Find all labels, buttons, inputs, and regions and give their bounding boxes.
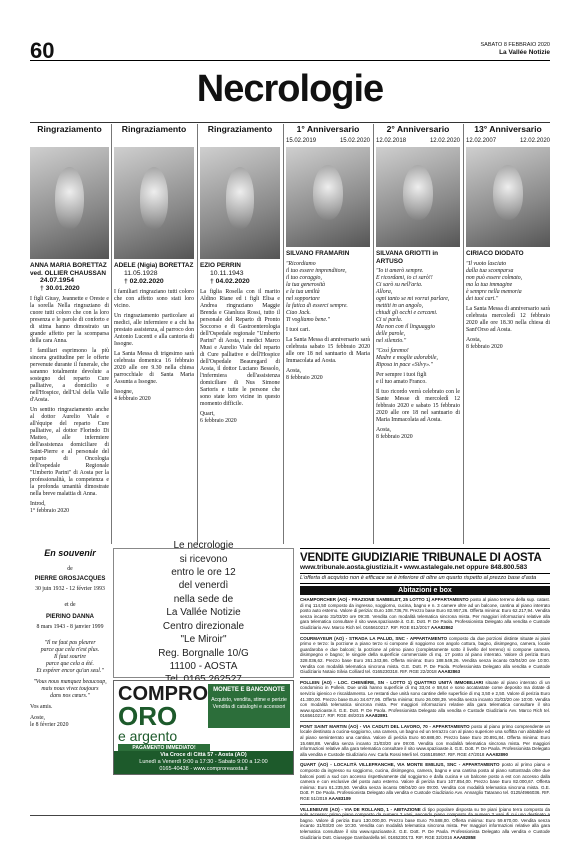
advert-hours: Lunedì a Venerdì 9:00 a 17:30 - Sabato 9:00 a 12:00	[139, 759, 268, 765]
column-heading: Ringraziamento	[207, 124, 273, 134]
notice-line: La Vallée Notizie	[166, 607, 241, 619]
lot-code: AAA82890	[485, 751, 508, 757]
advert-oro: ORO	[118, 701, 178, 731]
lot-code: AAA82862	[430, 624, 454, 630]
anniversary-dates: 12.02.2018 12.02.2020	[376, 138, 460, 144]
deceased-name: SILVANO FRAMARIN	[286, 250, 350, 257]
souvenir-poem-1: "Il ne faut pas pleurer parce que cela n'est plus. Il faut sourire parce que cela a été. Et espérer encor qu'un seul."	[36, 640, 104, 674]
notice-line: Centro direzionale	[162, 620, 245, 632]
publication-name: La Vallée Notizie	[499, 49, 550, 56]
advert-headline	[118, 684, 210, 744]
death-date: † 02.02.2020	[124, 277, 164, 285]
column-divider	[283, 124, 284, 544]
court-sales-disclaimer: L'offerta di acquisto non è efficace se è inferiore di oltre un quarto rispetto al prezzo base d'asta	[300, 573, 550, 584]
birth-date: 10.11.1943	[210, 269, 244, 277]
deceased-name: CIRIACO DIODATO	[466, 250, 524, 257]
notice-line: "Le Miroir"	[180, 634, 227, 646]
lot-place: VILLENEUVE (AO) - VIA DE ROLLAND, 1 - ABITAZIONE	[300, 806, 421, 812]
section-rule	[30, 122, 550, 123]
lot-item	[300, 636, 550, 678]
anniversary-dates: 15.02.2019 15.02.2020	[286, 138, 370, 144]
portrait-photo	[114, 147, 194, 259]
obituary-text: "Ricordiamo il tuo essere imprenditore, il tuo coraggio, la tua generosità e la tua umiltà nel sopportare la fatica di esserci sempre. Ciao Jack. Ti vogliamo bene." I tuoi cari. La Santa Messa di anniversario sarà celebrata sabato 15 febbraio 2020 alle ore 18 nel santuario di Maria Immacolata ad Aosta. Aosta, 8 febbraio 2020	[286, 260, 370, 381]
anniversary-framarin	[286, 124, 370, 546]
footer-rule	[30, 815, 550, 816]
advert-phone: 0165-40438 - www.comproreaosta.it	[159, 766, 248, 772]
obituary-borettaz-adele	[114, 124, 194, 546]
notice-line: si ricevono	[179, 553, 228, 565]
column-heading: 1° Anniversario	[296, 124, 360, 134]
anniversary-diodato	[466, 124, 550, 546]
lot-item	[300, 724, 550, 761]
lot-item	[300, 807, 550, 842]
column-divider	[373, 124, 374, 544]
anniversary-dates: 12.02.2007 12.02.2020	[466, 138, 550, 144]
deadline-notice	[113, 540, 294, 678]
portrait-photo	[200, 147, 280, 259]
obituary-text: I figli Giusy, Jeannette e Oreste e la sorella Nella ringraziano di cuore tutti coloro che con la loro presenza e le parole di conforto e di stima hanno dimostrato un grande affetto per la scomparsa della cara Anna. I familiari esprimono la più sincera gratitudine per le offerte pervenute durante il funerale, che saranno totalmente devolute a sostegno del reparto Cure palliative, a domicilio e nell'Hospice, dell'Usl della Valle d'Aosta. Un sentito ringraziamento anche al dottor Aurelio Viale e all'équipe del reparto Cure palliative, al dottor Florindo Di Matteo, alle infermiere dell'assistenza domiciliare di Saint-Pierre e al personale del reparto di Oncologia dell'ospedale Regionale "Umberto Parini" di Aosta per la professionalità, la competenza e la profonda umanità dimostrate nella breve malattia di Anna. Introd, 1° febbraio 2020	[30, 296, 109, 515]
souvenir-signature: Vos amis.	[30, 704, 53, 710]
header-rule	[30, 60, 550, 61]
obituary-borettaz-anna	[30, 124, 109, 546]
column-heading: Ringraziamento	[37, 124, 102, 134]
obituary-text: La figlia Rosella con il marito Aldino Riane ed i figli Elisa e Andrea ringraziano Maggie Brenda e Gianluca Rossi, tutto il personale del Reparto di Pronto Soccorso e di Gastroenterologia dell'Ospedale regionale "Umberto Parini" di Aosta, i medici Marco Musi e Aurelio Viale del reparto di Cure palliative e dell'Hospice dell'Ospedale Beauregard di Aosta, il dottor Luciano Bessolo, l'infermiera dell'assistenza domiciliare di Nus Simone Sartoris e tutte le persone che sono state loro vicine in questo momento difficile. Quart, 6 febbraio 2020	[200, 288, 280, 424]
obituary-text: "Io ti amerò sempre. E ricordami, io ci sarò!! Ci sarò su nell'aria. Allora, ogni tanto se mi vorrai parlare, mettiti in un angolo, chiudi gli occhi e cercami. Ci si parla. Ma non con il linguaggio delle parole, nel silenzio." "Così faremo! Madre e moglie adorabile, Riposa in pace «Silvy»." Per sempre i tuoi figli e il tuo amato Franco. Il tuo ricordo verrà celebrato con le Sante Messe di mercoledì 12 febbraio 2020 e sabato 15 febbraio 2020 alle ore 18 nel santuario di Maria Immacolata ad Aosta. Aosta, 8 febbraio 2020	[376, 268, 460, 441]
souvenir-notice	[30, 548, 110, 729]
portrait-photo	[286, 147, 370, 247]
lot-code: AAA82891	[365, 713, 388, 719]
lot-place: QUART (AO) - LOCALITÀ VILLEFRANCHE, VIA MONTE EMILIUS, SNC - APPARTAMENTO	[300, 762, 500, 768]
column-heading: 13° Anniversario	[474, 124, 542, 134]
notice-line: del venerdì	[178, 580, 229, 592]
column-divider	[111, 124, 112, 544]
lot-item	[300, 680, 550, 722]
lot-text: posto al piano terreno della sup. catast. di mq 114,50 composto da ingresso, soggiorno, cucina, bagno e n. 3 camere oltre ad un balcone, cantina al piano interrato posto auto esterno. Valore di perizia: Euro 108.736,78. Prezzo base Euro 82.957,26. Offerta minima: Euro 62.217,94. Vendita senza incanto 31/03/20 ore 09:30. Vendita con modalità telematica sincrona mista. Per maggiori informazioni relative alla gara telematica consultare il sito www.spazioaste.it. G.E. Dott. P. De Paola. Professionista Delegato alla vendita e Custode Giudiziario Avv. Marco Rich tel. 0165610217. RIF. RGE 812/2017	[300, 597, 550, 630]
deceased-name: ANNA MARIA BORETTAZ ved. OLLIER CHAUSSAN	[30, 262, 107, 277]
page-title: Necrologie	[196, 68, 384, 110]
section-band: Abitazioni e box	[300, 586, 550, 595]
deceased-name: SILVANA GRIOTTI in ARTUSO	[376, 250, 439, 265]
obituary-text: "Il vuoto lasciato dalla tua scomparsa non può essere colmato, ma la tua immagine è sempre nella memoria dei tuoi cari." La Santa Messa di anniversario sarà celebrata mercoledì 12 febbraio 2020 alle ore 18.30 nella chiesa di Sant'Orso ad Aosta. Aosta, 8 febbraio 2020	[466, 260, 550, 350]
lot-place: PONT SAINT MARTIN (AO) - VIA CADUTI DEL LAVORO, 70 - APPARTAMENTO	[300, 723, 470, 729]
lot-place: POLLEIN (AO) - LOC. CHENIÈRE, SN - LOTTO 1) QUATTRO UNITÀ IMMOBILIARI	[300, 679, 484, 685]
lot-list	[300, 597, 550, 842]
lot-text: posto al piano primo comprendente un locale destinato a cucina-soggiorno, una camera, un bagno ed un terrazzo con al piano superiore una soffitta non abitabile ed al piano seminterrato una cantina. Valore di perizia Euro 60.688,00. Prezzo base Euro 20.891,84. Offerta minima: Euro 15.668,88. Vendita senza incanto 31/03/20 ore 09:00. Vendita con modalità telematica sincrona mista. Per maggiori informazioni relative alla gara telematica consultare il sito www.spazioaste.it. G.E. Dott. P. De Paola. Professionista Delegato alla vendita e Custode Giudiziario Avv. Carla Rossi Merli tel. 0165185967. RIF. RGE 47/2018	[300, 723, 550, 757]
deceased-name: EZIO PERRIN	[200, 262, 241, 269]
souvenir-place-date: Aoste, le 8 février 2020	[30, 715, 69, 728]
court-sales-section	[300, 548, 550, 840]
death-date: † 30.01.2020	[40, 285, 80, 293]
court-sales-web: www.tribunale.aosta.giustizia.it • www.astalegale.net oppure 848.800.583	[300, 564, 528, 571]
column-heading: 2° Anniversario	[386, 124, 450, 134]
souvenir-et: et de	[64, 602, 76, 608]
notice-line: 11100 - AOSTA	[169, 660, 238, 672]
column-divider	[197, 124, 198, 544]
advert-address: Via Croce di Città 57 - Aosta (AO)	[160, 752, 247, 758]
birth-date: 24.07.1954	[40, 277, 75, 285]
lot-place: COURMAYEUR (AO) - STRADA LA PALUD, SNC - APPARTAMENTO	[300, 635, 448, 641]
lot-code: AAA82863	[437, 669, 461, 675]
advert-compro: COMPRO	[118, 683, 208, 705]
advert-box-text: Acquisto, vendita, stime e perizie Vendita di cataloghi e accessori	[211, 697, 287, 710]
page-number: 60	[30, 38, 55, 63]
souvenir-heading: En souvenir	[44, 548, 96, 558]
column-heading: Ringraziamento	[121, 124, 187, 134]
portrait-photo	[30, 147, 109, 259]
column-divider	[463, 124, 464, 544]
compro-oro-advert	[113, 680, 294, 775]
issue-date: SABATO 8 FEBBRAIO 2020	[480, 42, 550, 48]
notice-line: entro le ore 12	[171, 567, 236, 579]
obituary-text: I familiari ringraziano tutti coloro che con affetto sono stati loro vicino. Un ringraziamento particolare ai medici, alle infermiere e a chi ha prestato assistenza, al parroco don Antonio Lucenti e alla cantoria di Issogne. La Santa Messa di trigesimo sarà celebrata domenica 16 febbraio 2020 alle ore 9.30 nella chiesa parrocchiale di Santa Maria Assunta a Issogne. Issogne, 4 febbraio 2020	[114, 288, 194, 402]
souvenir-de: de	[67, 566, 73, 572]
advert-payment: PAGAMENTO IMMEDIATO!	[118, 744, 210, 752]
souvenir-dates-2: 8 mars 1943 - 8 janvier 1999	[36, 624, 104, 630]
lot-text: composto da due porzioni distinte situate ai piani primo e terzo: la porzione a piano terzo si compone di soggiorno con angolo cottura, bagno, disimpegno, camera, locale guardaroba e due balconi; la porzione al primo piano (completamente sotto il livello del terreno) si compone camera, disimpegno e bagno; le singole della superficie commerciale di mq. 17 posto al piano interrato. Valore di perizia Euro 328.036,62. Prezzo base Euro 261.343,86. Offerta minima: Euro 188.549,26. Vendita senza incanto 03/04/20 ore 10:00. Vendita con modalità telematica sincrona mista. G.E. Dott. P. De Paola. Professionista Delegato alla vendita e Custode Giudiziario Notaio Silvia Colliard tel. 0165230318. RIF. RGE 22/2018	[300, 635, 550, 675]
notice-line: Le necrologie	[173, 540, 234, 552]
lot-item	[300, 597, 550, 634]
souvenir-name-2: PIERINO DANNA	[45, 614, 94, 620]
portrait-photo	[376, 147, 460, 247]
masthead-date	[481, 42, 551, 57]
court-sales-title: VENDITE GIUDIZIARIE TRIBUNALE DI AOSTA	[300, 552, 542, 564]
lot-code: AAA83109	[328, 796, 351, 801]
lot-text: di tipo popolare disposta su tre piani (piano terra composto da solo accesso; primo piano composto da numero 2 vani, secondo piano composto da numero 3 vani di cui uno destinato a bagno. Valore di perizia Euro 130.000,00. Prezzo base Euro 79.588,00. Offerta minima: Euro 59.670,00. Vendita senza incanto 31/03/20 ore 10:30. Vendita con modalità telematica sincrona mista. Per maggiori informazioni relative alla gara telematica consultare il sito www.spazioaste.it. G.E. Dott. P. De Paola. Professionista Delegato alla vendita e Custode Giudiziario Dott. Giuseppe Gambardella tel. 0165230173. RIF. RGE 32/2016	[300, 806, 550, 840]
lot-text: posto al primo piano e composto da ingresso su soggiorno, cucina, disimpegno, camera, bagno e una cantina posta al piano sottostrada oltre due balconi posti a sud con accesso rispettivamente dal soggiorno e dalla cucina e un balcone posto a est con accesso dalla camera e con esclusive del posto auto esterno. Valore di perizia Euro 107.854,00. Prezzo base Euro 82.000,67. Offerta minima: Euro 61.235,50. Vendita senza incanto 08/04/20 ore 09:00. Vendita con modalità telematica sincrona mista. G.E. Dott. P. De Paola. Professionista Delegato alla vendita e Custode Giudiziario Avv. Annarglio Tatarano tel. 0125/4966036. RIF. RGE 51/2019	[300, 762, 550, 801]
lot-place: CHAMPORCHER (AO) - FRAZIONE SAMBELET, 25 LOTTO 1) APPARTAMENTO	[300, 597, 469, 602]
anniversary-griotti	[376, 124, 460, 546]
obituary-perrin-ezio	[200, 124, 280, 546]
lot-text: situate al piano interrato di un condominio in Pollein. Due unità hanno superficie di mq 33,04 e 58,64 e sono accatastate come deposito ma dotate di servizio igienico e riscaldamento. Le restanti due unità sono cantine delle superficie di mq 3,50 e 2,50. Valore di perizia Euro 41.300,00. Prezzo base Euro 34.677,95. Offerta minima: Euro 26.008,39. Vendita senza incanto 31/03/20 ore 10:00. Vendita con modalità telematica sincrona mista. Per maggiori informazioni relative alla gara telematica consultare il sito www.spazioaste.it. G.E. Dott. P. De Paola. Professionista Delegato alla vendita e Custode Giudiziario Avv. Marco Rich tel. 0165610217. RIF. RGE 48/2015	[300, 679, 550, 719]
advert-argento: e argento	[118, 728, 178, 744]
birth-date: 11.05.1928	[124, 269, 158, 277]
souvenir-name-1: PIERRE GROSJACQUES	[34, 576, 106, 582]
souvenir-dates-1: 30 juin 1932 - 12 février 1993	[35, 586, 105, 592]
advert-box-title: MONETE E BANCONOTE	[213, 687, 285, 693]
lot-code: AAA82858	[453, 834, 476, 840]
portrait-photo	[466, 147, 550, 247]
advert-coins-box	[208, 684, 290, 728]
lot-item	[300, 762, 550, 804]
souvenir-poem-2: "Vous nous manquez beaucoup, mais nous vivez toujours dans nos cœurs."	[33, 679, 107, 699]
notice-line: Reg. Borgnalle 10/G	[158, 647, 249, 659]
death-date: † 04.02.2020	[210, 277, 250, 285]
deceased-name: ADELE (Nigia) BORETTAZ	[114, 262, 194, 269]
advert-contact-bar	[114, 751, 293, 774]
notice-line: nella sede de	[173, 593, 234, 605]
